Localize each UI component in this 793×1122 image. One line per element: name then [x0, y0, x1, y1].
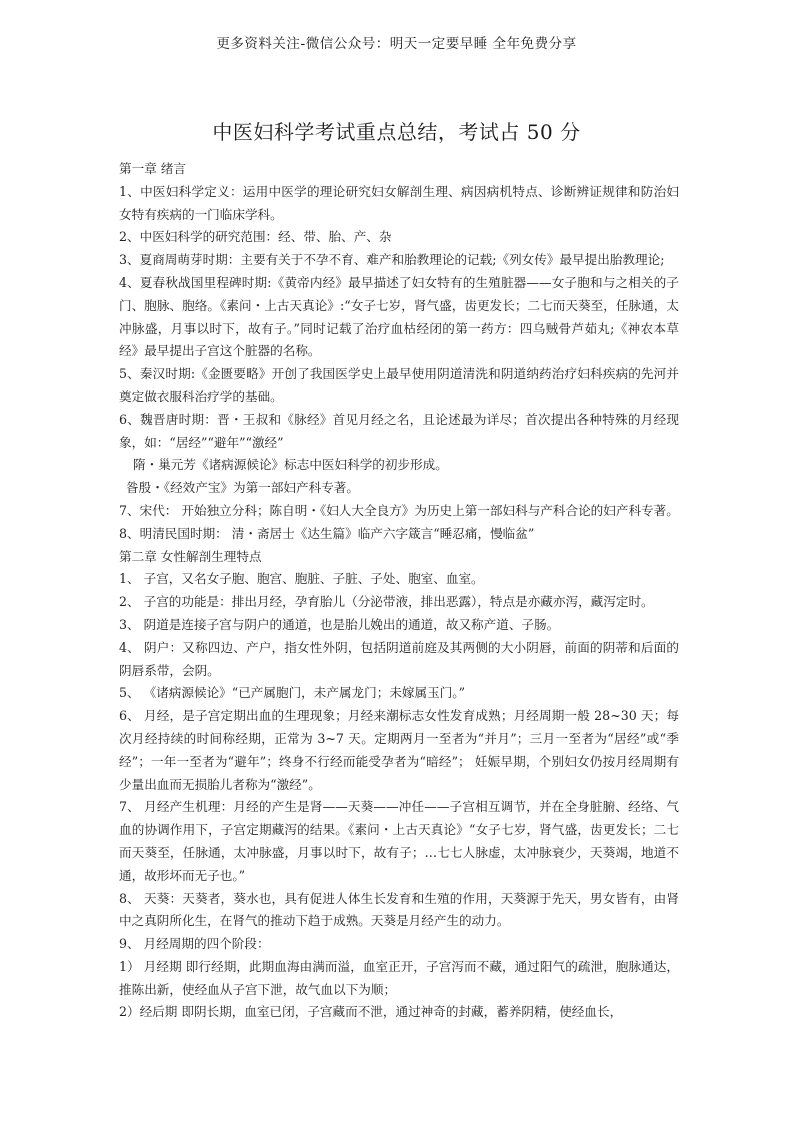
top-banner: 更多资料关注-微信公众号：明天一定要早睡 全年免费分享 [216, 36, 577, 52]
paragraph: 8、明清民国时期： 清・斋居士《达生篇》临产六字箴言“睡忍痛，慢临盆” [119, 525, 535, 541]
paragraph: 4、夏春秋战国里程碑时期:《黄帝内经》最早描述了妇女特有的生殖脏器——女子胞和与之相关的子门、胞脉、胞络。《素问・上古天真论》:“女子七岁，肾气盛，齿更发长；二七而天葵至，任脉通，太冲脉盛，月事以时下，故有子。”同时记载了治疗血枯经闭的第一药方：四乌贼骨芦茹丸;《神农本草经》最早提出子宫这个脏器的名称。 [119, 274, 679, 359]
paragraph: 隋・巢元芳《诸病源候论》标志中医妇科学的初步形成。 [133, 457, 448, 473]
paragraph: 5、 《诸病源候论》“已产属胞门，未产属龙门；未嫁属玉门。” [119, 685, 466, 701]
paragraph: 第二章 女性解剖生理特点 [119, 548, 262, 564]
paragraph: 2、中医妇科学的研究范围：经、带、胎、产、杂 [119, 229, 392, 245]
paragraph: 3、 阴道是连接子宫与阴户的通道，也是胎儿娩出的通道，故又称产道、子肠。 [119, 616, 560, 632]
paragraph: 5、秦汉时期:《金匮要略》开创了我国医学史上最早使用阴道清洗和阴道纳药治疗妇科疾病的先河并奠定做衣服科治疗学的基础。 [119, 366, 679, 404]
paragraph: 昝殷・《经效产宝》为第一部妇产科专著。 [126, 480, 359, 496]
paragraph: 4、 阴户：又称四边、产户，指女性外阴，包括阴道前庭及其两侧的大小阴唇，前面的阴蒂和后面的阴唇系带，会阴。 [119, 639, 679, 678]
paragraph: 6、魏晋唐时期：晋・王叔和《脉经》首见月经之名，且论述最为详尽；首次提出各种特殊的月经现象，如：“居经”“避年”“激经” [119, 411, 679, 450]
paragraph: 7、宋代： 开始独立分科；陈自明・《妇人大全良方》为历史上第一部妇科与产科合论的妇产科专著。 [119, 502, 679, 518]
paragraph: 第一章 绪言 [119, 161, 186, 176]
paragraph: 2、 子宫的功能是：排出月经，孕育胎儿（分泌带液，排出恶露），特点是亦藏亦泻，藏泻定时。 [119, 594, 654, 610]
paragraph: 6、 月经，是子宫定期出血的生理现象；月经来潮标志女性发育成熟；月经周期一般 28~30 天；每次月经持续的时间称经期，正常为 3~7 天。定期两月一至者为“并月”；三月一至者为“居经”或“季经”；一年一至者为“避年”；终身不行经而能受孕者为“暗经”； 妊娠早期，个别妇女仍按月经周期有少量出血而无损胎儿者称为“激经”。 [119, 708, 679, 792]
page-title: 中医妇科学考试重点总结，考试占 50 分 [212, 120, 581, 144]
paragraph: 8、 天葵：天葵者，葵水也，具有促进人体生长发育和生殖的作用，天葵源于先天，男女皆有，由肾中之真阴所化生，在肾气的推动下趋于成熟。天葵是月经产生的动力。 [119, 890, 679, 929]
paragraph: 3、夏商周萌芽时期：主要有关于不孕不育、难产和胎教理论的记载;《列女传》最早提出胎教理论; [119, 252, 665, 268]
paragraph: 1、中医妇科学定义：运用中医学的理论研究妇女解剖生理、病因病机特点、诊断辨证规律和防治妇女特有疾病的一门临床学科。 [119, 183, 679, 222]
paragraph: 2）经后期 即阴长期，血室已闭，子宫藏而不泄，通过神奇的封藏，蓄养阴精，使经血长， [119, 1004, 623, 1020]
paragraph: 1） 月经期 即行经期，此期血海由满而溢，血室正开，子宫泻而不藏，通过阳气的疏泄，胞脉通达，推陈出新，使经血从子宫下泄，故气血以下为顺； [119, 958, 679, 997]
document-body [119, 158, 679, 1024]
paragraph: 1、 子宫，又名女子胞、胞宫、胞脏、子脏、子处、胞室、血室。 [119, 571, 484, 587]
paragraph: 7、 月经产生机理：月经的产生是肾——天葵——冲任——子宫相互调节，并在全身脏腑、经络、气血的协调作用下，子宫定期藏泻的结果。《素问・上古天真论》“女子七岁，肾气盛，齿更发长；二七而天葵至，任脉通，太冲脉盛，月事以时下，故有子；…七七人脉虚，太冲脉衰少，天葵竭，地道不通，故形坏而无子也。” [119, 799, 679, 883]
paragraph: 9、 月经周期的四个阶段： [119, 936, 270, 952]
